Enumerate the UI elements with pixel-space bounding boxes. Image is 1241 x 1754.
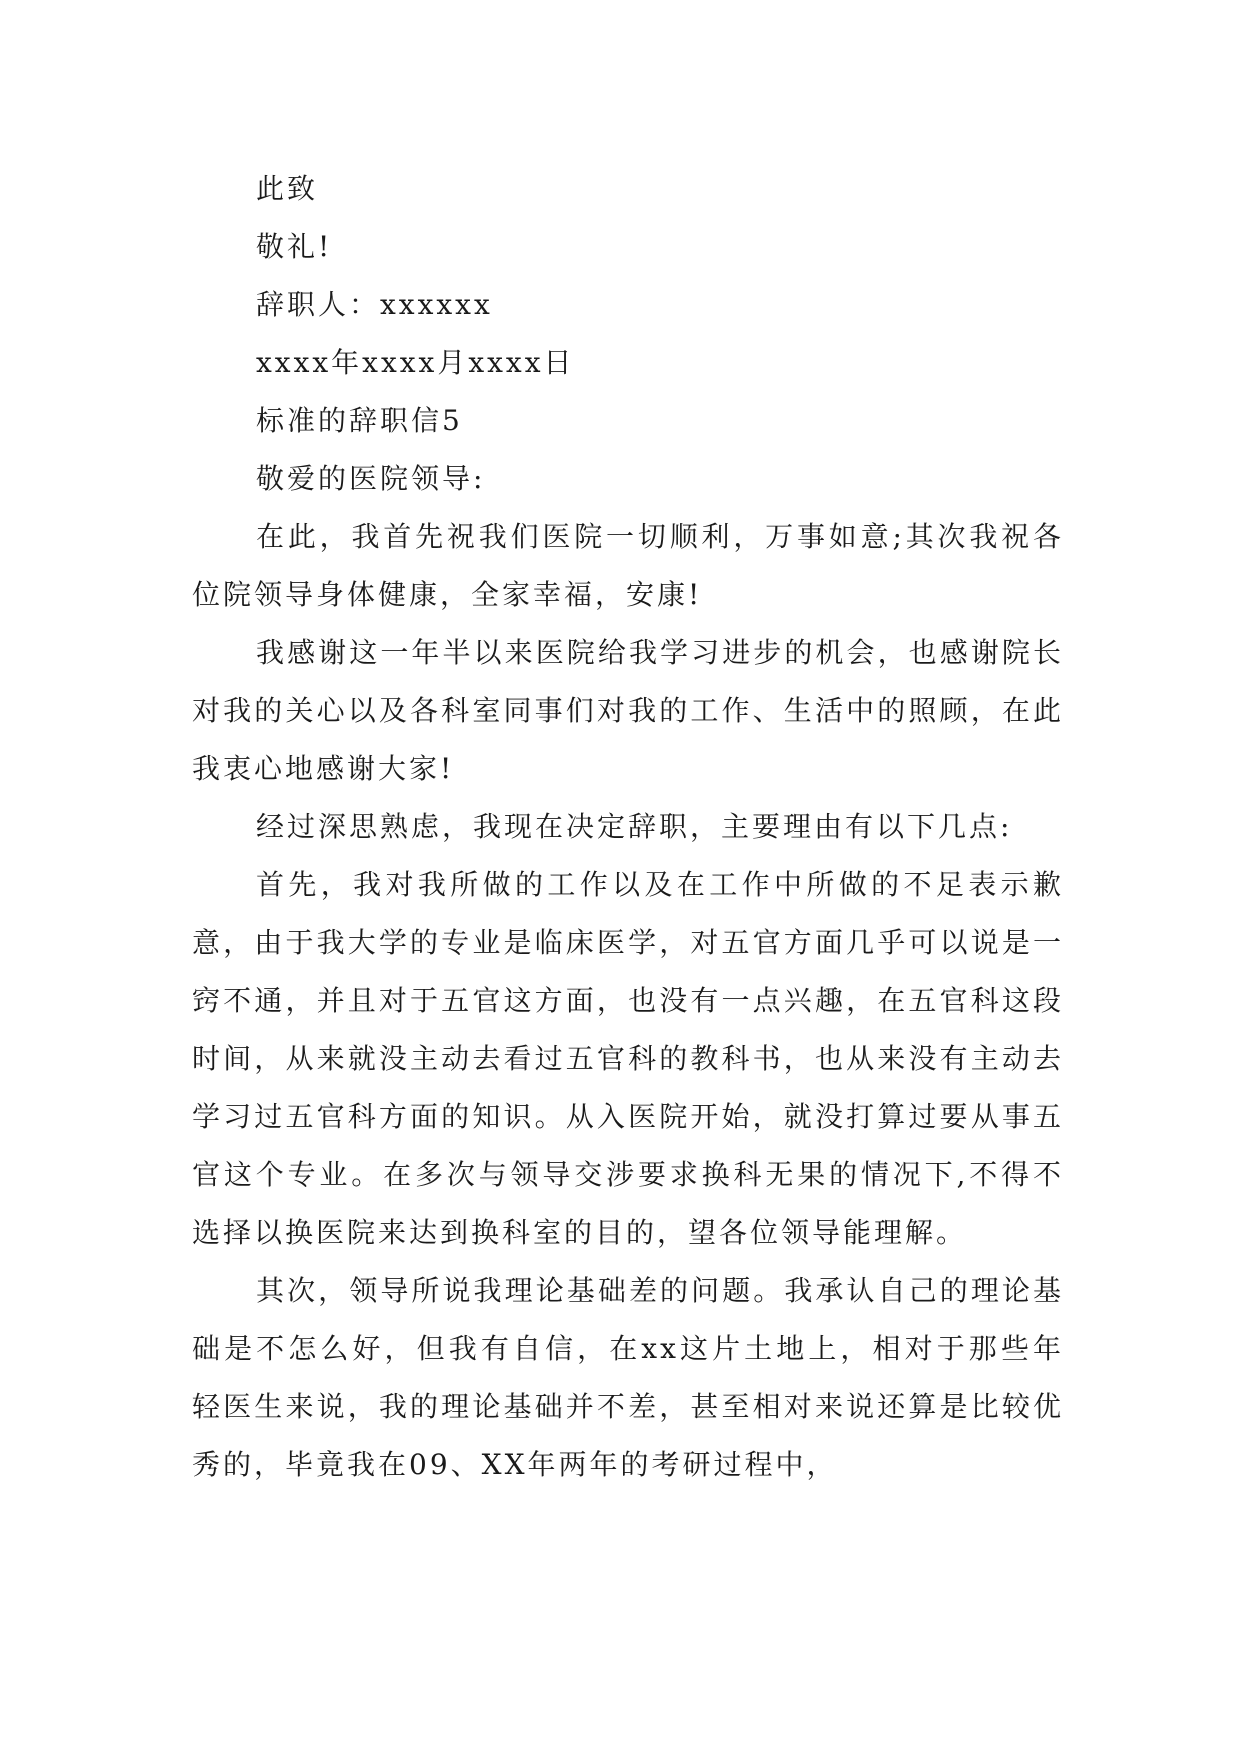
body-paragraph: 经过深思熟虑，我现在决定辞职，主要理由有以下几点: xyxy=(256,810,1013,843)
body-paragraph: 在此，我首先祝我们医院一切顺利，万事如意;其次我祝各位院领导身体健康，全家幸福，安康! xyxy=(192,520,1064,611)
closing-line: 此致 xyxy=(256,172,319,205)
body-paragraph: 首先，我对我所做的工作以及在工作中所做的不足表示歉意，由于我大学的专业是临床医学，对五官方面几乎可以说是一窍不通，并且对于五官这方面，也没有一点兴趣，在五官科这段时间，从来就没主动去看过五官科的教科书，也从来没有主动去学习过五官科方面的知识。从入医院开始，就没打算过要从事五官这个专业。在多次与领导交涉要求换科无果的情况下,不得不选择以换医院来达到换科室的目的，望各位领导能理解。 xyxy=(192,868,1064,1249)
closing-line: 敬礼! xyxy=(256,230,333,263)
salutation: 敬爱的医院领导: xyxy=(256,462,486,495)
letter-heading: 标准的辞职信5 xyxy=(256,404,463,437)
date-line: xxxx年xxxx月xxxx日 xyxy=(256,346,575,379)
signature-line: 辞职人：xxxxxx xyxy=(256,288,493,321)
body-paragraph: 我感谢这一年半以来医院给我学习进步的机会，也感谢院长对我的关心以及各科室同事们对我的工作、生活中的照顾，在此我衷心地感谢大家! xyxy=(192,636,1064,785)
body-paragraph: 其次，领导所说我理论基础差的问题。我承认自己的理论基础是不怎么好，但我有自信，在xx这片土地上，相对于那些年轻医生来说，我的理论基础并不差，甚至相对来说还算是比较优秀的，毕竟我在09、XX年两年的考研过程中， xyxy=(192,1274,1064,1481)
document-body xyxy=(192,160,1064,1494)
